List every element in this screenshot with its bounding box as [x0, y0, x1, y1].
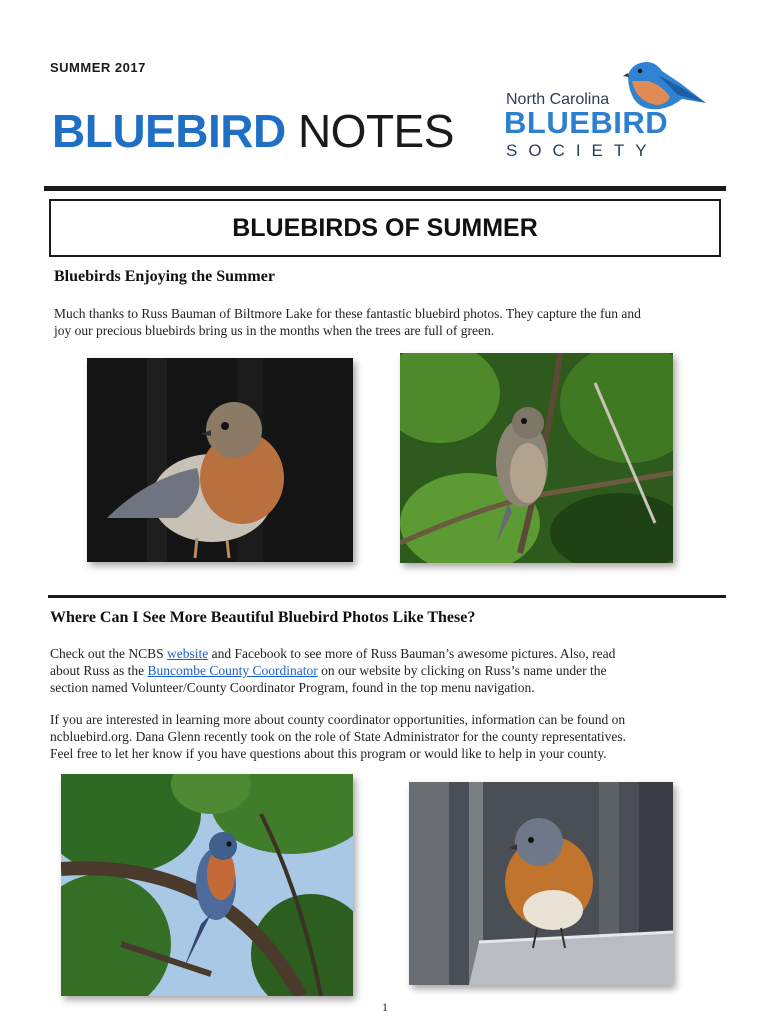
ncbs-logo [500, 55, 715, 165]
banner-title: BLUEBIRDS OF SUMMER [232, 213, 538, 242]
banner-box [49, 199, 721, 257]
section2-p1-line-3: section named Volunteer/County Coordinator Program, found in the top menu navigation. [50, 680, 535, 695]
title-notes: NOTES [297, 105, 454, 157]
section2-p2-line-2: ncbluebird.org. Dana Glenn recently took on the role of State Administrator for the county representatives. [50, 729, 626, 744]
section1-paragraph [54, 305, 734, 339]
issue-date: SUMMER 2017 [50, 60, 146, 75]
photo-bluebird-feeder [409, 782, 673, 985]
section2-heading: Where Can I See More Beautiful Bluebird Photos Like These? [50, 609, 476, 626]
photo-bluebird-dark-background [87, 358, 353, 562]
title-bluebird: BLUEBIRD [52, 105, 286, 157]
section2-p2-line-3: Feel free to let her know if you have questions about this program or would like to help in your county. [50, 746, 607, 761]
section1-heading: Bluebirds Enjoying the Summer [54, 268, 275, 285]
section2-paragraph-2 [50, 711, 740, 762]
page-number: 1 [382, 1000, 388, 1014]
newsletter-title [52, 105, 454, 157]
section1-line-2: joy our precious bluebirds bring us in the months when the trees are full of green. [54, 323, 495, 338]
logo-line-bluebird: BLUEBIRD [504, 105, 669, 140]
section2-p2-line-1: If you are interested in learning more about county coordinator opportunities, information can be found on [50, 712, 626, 727]
section2-paragraph-1 [50, 645, 740, 696]
section2-p1-line-1: Check out the NCBS website and Facebook to see more of Russ Bauman’s awesome pictures. Also, read [50, 646, 616, 661]
buncombe-county-coordinator-link[interactable]: Buncombe County Coordinator [147, 663, 318, 678]
logo-line-north-carolina: North Carolina [506, 91, 610, 108]
section1-line-1: Much thanks to Russ Bauman of Biltmore Lake for these fantastic bluebird photos. They capture the fun and [54, 306, 641, 321]
section2-p1-line-2: about Russ as the Buncombe County Coordinator on our website by clicking on Russ’s name under the [50, 663, 607, 678]
website-link[interactable]: website [167, 646, 209, 661]
section-divider [48, 595, 726, 598]
header-divider [44, 186, 726, 191]
photo-bluebird-maple-tree [61, 774, 353, 996]
logo-line-society: SOCIETY [506, 141, 658, 160]
photo-bluebird-branch-green [400, 353, 673, 563]
